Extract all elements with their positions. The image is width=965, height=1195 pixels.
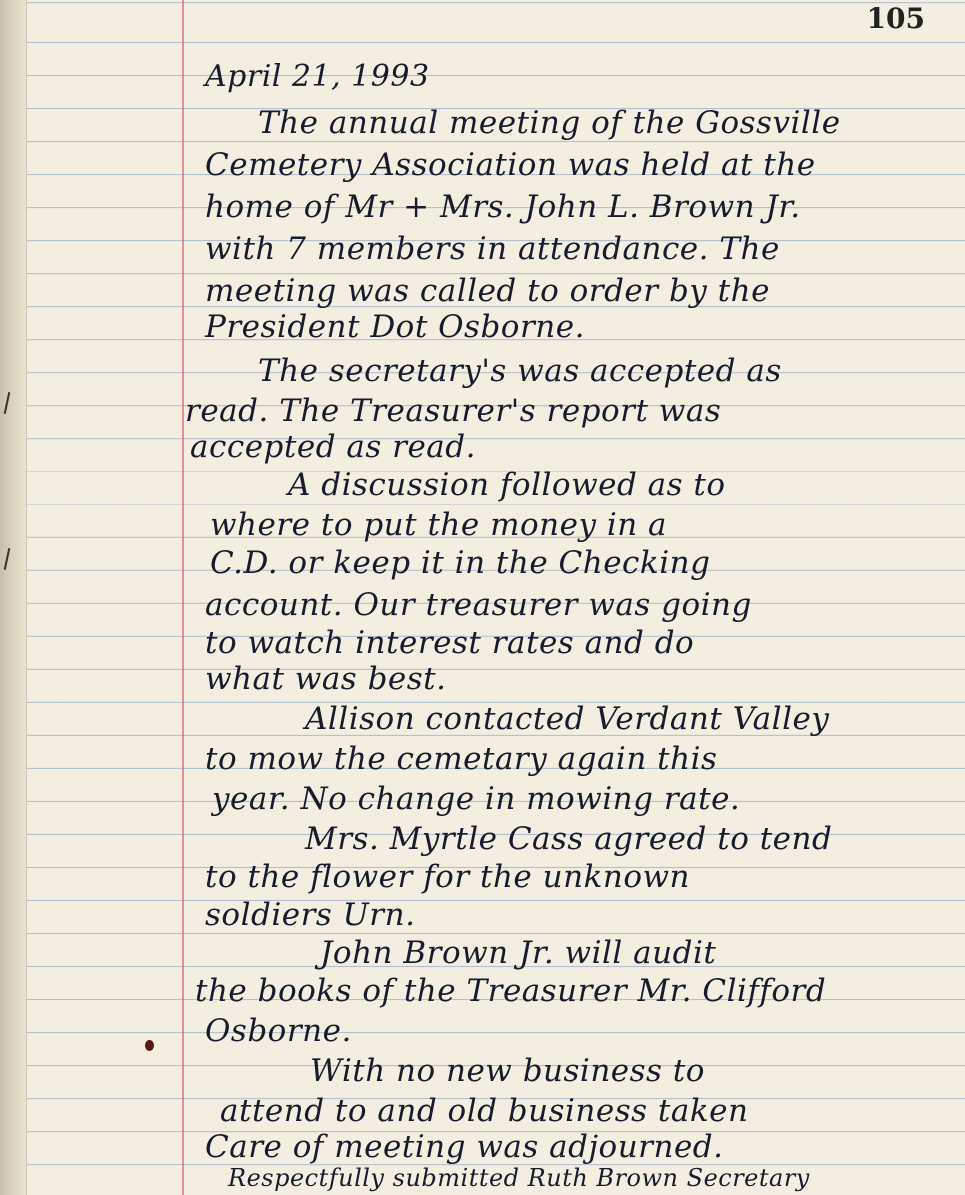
ink-spot: [145, 1040, 154, 1051]
text-line: accepted as read.: [190, 429, 476, 465]
text-line: with 7 members in attendance. The: [205, 231, 780, 267]
text-line: President Dot Osborne.: [205, 309, 585, 345]
text-line: what was best.: [205, 661, 447, 697]
page-number: 105: [866, 2, 925, 35]
text-line: meeting was called to order by the: [205, 273, 770, 309]
text-line: attend to and old business taken: [220, 1093, 749, 1129]
text-line: John Brown Jr. will audit: [320, 935, 717, 971]
text-line: the books of the Treasurer Mr. Clifford: [195, 973, 827, 1009]
text-line: soldiers Urn.: [205, 897, 416, 933]
text-line: home of Mr + Mrs. John L. Brown Jr.: [205, 189, 801, 225]
signature-line: Respectfully submitted Ruth Brown Secretary: [228, 1164, 810, 1192]
text-line: The secretary's was accepted as: [258, 353, 782, 389]
text-line: The annual meeting of the Gossville: [258, 105, 841, 141]
text-line: A discussion followed as to: [288, 467, 726, 503]
entry-date: April 21, 1993: [205, 59, 430, 94]
page-binding-edge: [0, 0, 27, 1195]
text-line: Mrs. Myrtle Cass agreed to tend: [305, 821, 833, 857]
text-line: read. The Treasurer's report was: [185, 393, 722, 429]
red-margin-line: [182, 0, 184, 1195]
text-line: Allison contacted Verdant Valley: [305, 701, 830, 737]
text-line: With no new business to: [310, 1053, 705, 1089]
text-line: to the flower for the unknown: [205, 859, 690, 895]
text-line: Cemetery Association was held at the: [205, 147, 816, 183]
text-line: year. No change in mowing rate.: [212, 781, 741, 817]
text-line: account. Our treasurer was going: [205, 587, 752, 623]
text-line: Care of meeting was adjourned.: [205, 1129, 724, 1165]
text-line: where to put the money in a: [210, 507, 668, 543]
text-line: C.D. or keep it in the Checking: [210, 545, 711, 581]
text-line: Osborne.: [205, 1013, 352, 1049]
text-line: to watch interest rates and do: [205, 625, 695, 661]
text-line: to mow the cemetary again this: [205, 741, 718, 777]
